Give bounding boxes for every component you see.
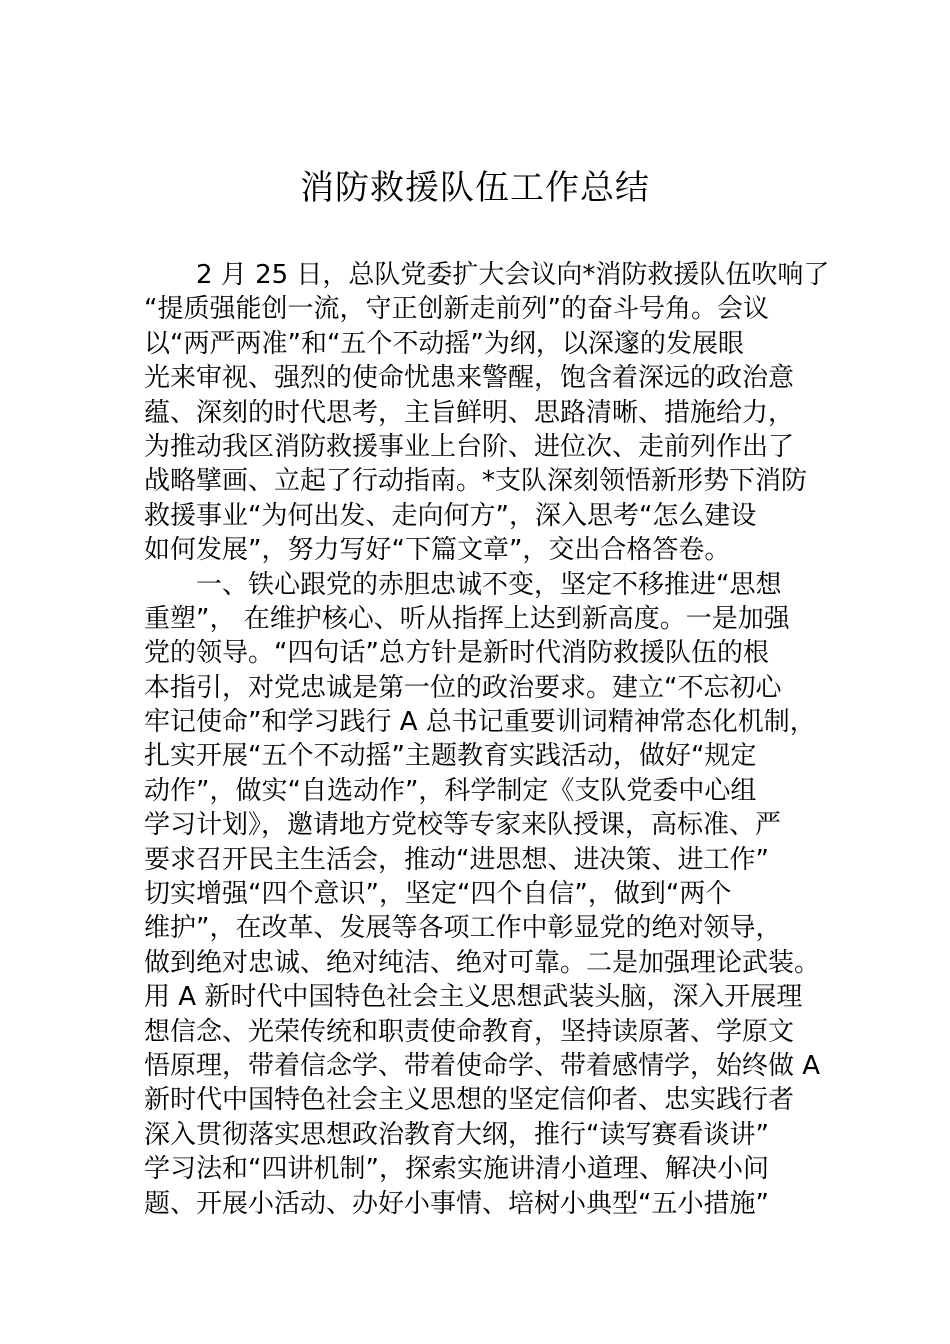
- paragraph-2-line-14: 想信念、光荣传统和职责使命教育，坚持读原著、学原文: [144, 1016, 795, 1047]
- paragraph-1-line-3: 以“两严两准”和“五个不动摇”为纲，以深邃的发展眼: [144, 328, 744, 359]
- paragraph-1-line-7: 战略擘画、立起了行动指南。*支队深刻领悟新形势下消防: [144, 466, 808, 497]
- paragraph-2-line-1: 一、铁心跟党的赤胆忠诚不变，坚定不移推进“思想: [196, 569, 782, 600]
- paragraph-2-line-3: 党的领导。“四句话”总方针是新时代消防救援队伍的根: [144, 638, 769, 669]
- paragraph-2-line-2: 重塑”， 在维护核心、听从指挥上达到新高度。一是加强: [144, 603, 790, 634]
- document-title: 消防救援队伍工作总结: [300, 168, 650, 208]
- paragraph-2-line-9: 要求召开民主生活会，推动“进思想、进决策、进工作”: [144, 844, 769, 875]
- paragraph-2-line-13: 用 A 新时代中国特色社会主义思想武装头脑，深入开展理: [144, 982, 803, 1013]
- paragraph-2-line-7: 动作”，做实“自选动作”，科学制定《支队党委中心组: [144, 775, 757, 806]
- paragraph-1-line-1: 2 月 25 日，总队党委扩大会议向*消防救援队伍吹响了: [196, 260, 830, 290]
- paragraph-2-line-10: 切实增强“四个意识”，坚定“四个自信”，做到“两个: [144, 879, 732, 910]
- paragraph-2-line-16: 新时代中国特色社会主义思想的坚定信仰者、忠实践行者: [144, 1085, 795, 1116]
- paragraph-1-line-8: 救援事业“为何出发、走向何方”，深入思考“怎么建设: [144, 500, 757, 531]
- paragraph-2-line-8: 学习计划》，邀请地方党校等专家来队授课，高标准、严: [144, 810, 782, 841]
- paragraph-1-line-5: 蕴、深刻的时代思考，主旨鲜明、思路清晰、措施给力，: [144, 397, 795, 428]
- paragraph-2-line-17: 深入贯彻落实思想政治教育大纲，推行“读写赛看谈讲”: [144, 1119, 769, 1150]
- paragraph-1-line-6: 为推动我区消防救援事业上台阶、进位次、走前列作出了: [144, 431, 795, 462]
- paragraph-2-line-4: 本指引，对党忠诚是第一位的政治要求。建立“不忘初心: [144, 672, 782, 703]
- paragraph-1-line-4: 光来审视、强烈的使命忧患来警醒，饱含着深远的政治意: [144, 363, 795, 394]
- paragraph-2-line-5: 牢记使命”和学习践行 A 总书记重要训词精神常态化机制，: [144, 707, 816, 738]
- paragraph-2-line-11: 维护”，在改革、发展等各项工作中彰显党的绝对领导，: [144, 913, 782, 944]
- paragraph-2-line-12: 做到绝对忠诚、绝对纯洁、绝对可靠。二是加强理论武装。: [144, 947, 821, 978]
- paragraph-2-line-15: 悟原理，带着信念学、带着使命学、带着感情学，始终做 A: [144, 1050, 821, 1081]
- paragraph-1-line-9: 如何发展”，努力写好“下篇文章”，交出合格答卷。: [144, 535, 731, 566]
- document-body: [144, 258, 830, 1221]
- paragraph-2-line-19: 题、开展小活动、办好小事情、培树小典型“五小措施”: [144, 1188, 769, 1219]
- paragraph-1-line-2: “提质强能创一流，守正创新走前列”的奋斗号角。会议: [144, 294, 769, 325]
- paragraph-2-line-18: 学习法和“四讲机制”，探索实施讲清小道理、解决小问: [144, 1154, 769, 1185]
- paragraph-2-line-6: 扎实开展“五个不动摇”主题教育实践活动，做好“规定: [144, 741, 757, 772]
